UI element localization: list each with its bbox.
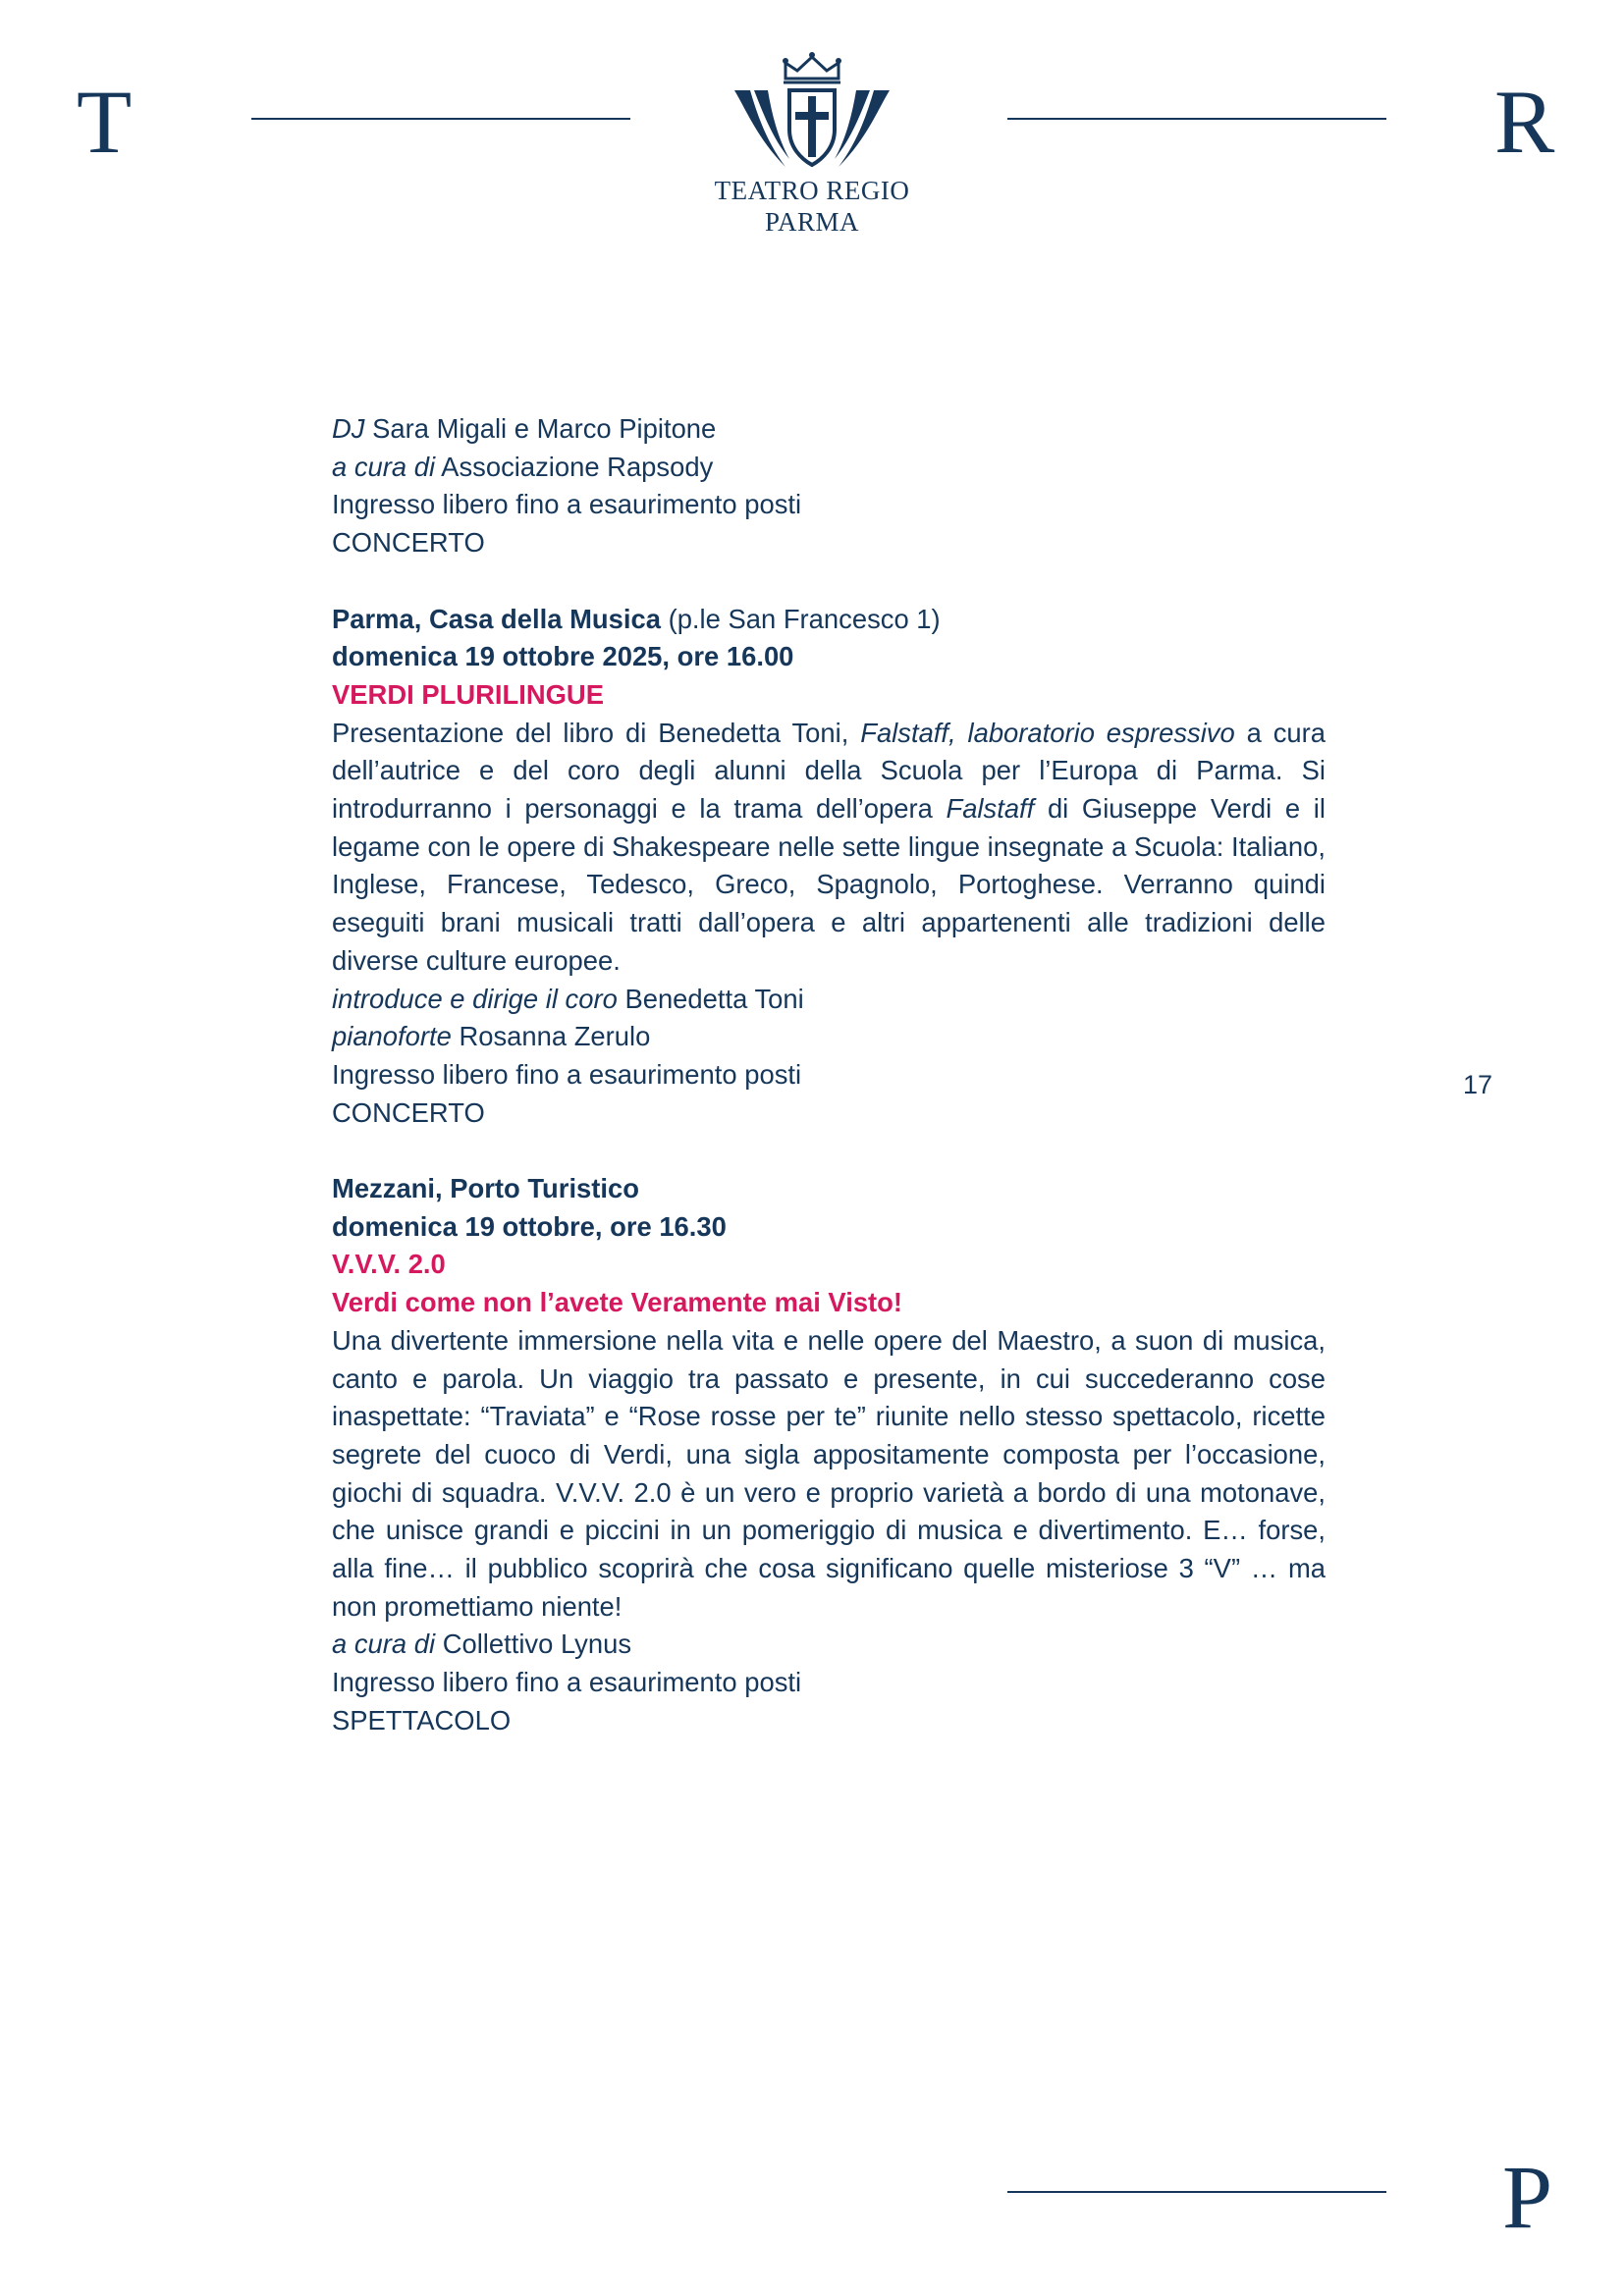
event1-role2-label: pianoforte	[332, 1021, 452, 1052]
teatro-regio-logo	[699, 49, 925, 238]
event1-location	[332, 601, 1326, 639]
event1-role1-name: Benedetta Toni	[624, 983, 804, 1014]
curated-label: a cura di	[332, 451, 436, 482]
dj-line	[332, 410, 1326, 449]
entry-line: Ingresso libero fino a esaurimento posti	[332, 489, 802, 520]
header-rule-right	[1007, 118, 1386, 120]
page-number: 17	[1463, 1070, 1493, 1099]
event2-curated	[332, 1626, 1326, 1664]
event1-book-title: Falstaff, laboratorio espressivo	[860, 717, 1235, 748]
footer-letter-p: P	[1502, 2147, 1553, 2247]
event1-desc-part1: Presentazione del libro di Benedetta Toni,	[332, 717, 849, 748]
crown-shield-logo-icon	[729, 49, 895, 175]
logo-line-1: TEATRO REGIO	[714, 176, 910, 205]
event1-role1-label: introduce e dirige il coro	[332, 983, 618, 1014]
event2-entry: Ingresso libero fino a esaurimento posti	[332, 1667, 802, 1698]
event1-opera-title: Falstaff	[946, 793, 1035, 825]
event2-curated-by: Collettivo Lynus	[442, 1629, 632, 1660]
curated-line	[332, 449, 1326, 487]
event2-subtitle: Verdi come non l’avete Veramente mai Visto!	[332, 1287, 903, 1318]
category-line: CONCERTO	[332, 527, 485, 559]
footer-rule	[1007, 2191, 1386, 2193]
event1-place: Parma, Casa della Musica	[332, 603, 661, 634]
event1-entry: Ingresso libero fino a esaurimento posti	[332, 1058, 802, 1090]
event1-title: VERDI PLURILINGUE	[332, 678, 604, 710]
dj-label: DJ	[332, 413, 365, 444]
event2-title: V.V.V. 2.0	[332, 1249, 446, 1280]
event2-description: Una divertente immersione nella vita e nelle opere del Maestro, a suon di musica, canto e parola. Un viaggio tra passato e presente, in cui succederanno cose inaspettate: “Traviata” e “Rose rosse per te” riunite nello stesso spettacolo, ricette segrete del cuoco di Verdi, una sigla appositamente composta per l’occasione, giochi di squadra. V.V.V. 2.0 è un vero e proprio varietà a bordo di una motonave, che unisce grandi e piccini in un pomeriggio di musica e divertimento. E… forse, alla fine… il pubblico scoprirà che cosa significano quelle misteriose 3 “V” … ma non promettiamo niente!	[332, 1324, 1326, 1622]
curated-by: Associazione Rapsody	[441, 451, 714, 482]
header-letter-t: T	[77, 72, 133, 172]
event1-role2	[332, 1018, 1326, 1056]
event1-address: (p.le San Francesco 1)	[668, 603, 941, 634]
header-letter-r: R	[1494, 72, 1555, 172]
event2-category: SPETTACOLO	[332, 1704, 512, 1735]
event2-place: Mezzani, Porto Turistico	[332, 1173, 639, 1204]
page-content	[332, 410, 1326, 1740]
event1-role2-name: Rosanna Zerulo	[459, 1021, 651, 1052]
event2-date: domenica 19 ottobre, ore 16.30	[332, 1210, 727, 1242]
event1-description	[332, 715, 1326, 981]
event2-curated-label: a cura di	[332, 1629, 436, 1660]
logo-line-2: PARMA	[764, 207, 860, 237]
event1-desc-part3: di Giuseppe Verdi e il legame con le opere di Shakespeare nelle sette lingue insegnate a Scuola: Italiano, Inglese, Francese, Tedesco, Greco, Spagnolo, Portoghese. Verranno quindi eseguiti brani musicali tratti dall’opera e altri appartenenti alle tradizioni delle diverse culture europee.	[332, 793, 1326, 976]
header-rule-left	[251, 118, 630, 120]
event1-date: domenica 19 ottobre 2025, ore 16.00	[332, 641, 794, 672]
event1-category: CONCERTO	[332, 1096, 485, 1128]
dj-names: Sara Migali e Marco Pipitone	[372, 413, 717, 444]
event1-role1	[332, 981, 1326, 1019]
event1-desc-part2: a cura dell’autrice e del coro degli alunni della Scuola per l’Europa di Parma. Si introdurranno i personaggi e la trama dell’opera	[332, 717, 1326, 825]
